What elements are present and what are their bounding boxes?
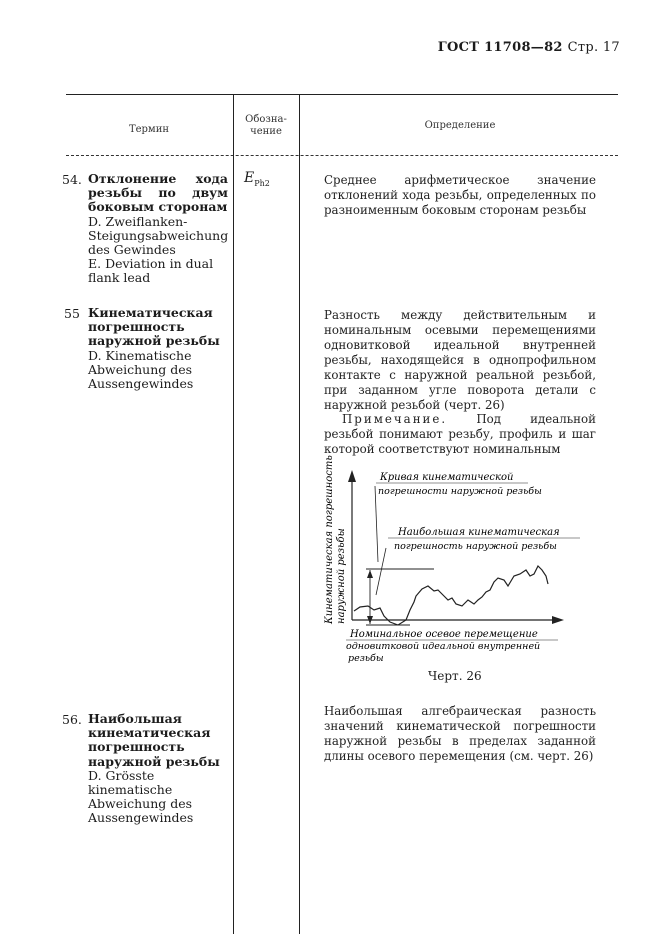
- entry-56-definition: Наибольшая алгебраическая разность значений кинематической погрешности наружной резьбы в пределах заданной длины осевого перемещения (см. черт. 26): [324, 704, 596, 763]
- entry-56-german: D. Grösste kinematische Abweichung des Aussengewindes: [88, 767, 194, 826]
- column-divider-1: [233, 94, 234, 934]
- entry-54-definition: Среднее арифметическое значение отклонений хода резьбы, определенных по разноименным боковым сторонам резьбы: [324, 173, 596, 217]
- column-header-terms: Термин: [128, 124, 170, 135]
- column-divider-2: [299, 94, 300, 934]
- x-axis-arrow: [552, 616, 564, 624]
- entry-55-title: Кинематическая погрешность наружной резьбы: [88, 305, 220, 349]
- figure-caption: Черт. 26: [428, 669, 482, 683]
- figure-26: [318, 450, 608, 665]
- column-header-definition: Определение: [424, 120, 496, 131]
- y-axis-label-2: наружной резьбы: [336, 528, 347, 624]
- column-header-symbol: Обозна-чение: [245, 114, 287, 137]
- x-axis-label-1: Номинальное осевое перемещение: [350, 629, 538, 640]
- dimension-arrow-top: [367, 570, 373, 578]
- gost-number: ГОСТ 11708—82: [437, 40, 563, 55]
- max-label-1: Наибольшая кинематическая: [398, 527, 560, 538]
- page-header: [420, 40, 620, 55]
- entry-54-number: 54.: [62, 172, 82, 187]
- symbol-subscript: Ph2: [254, 178, 270, 188]
- entry-54-title: Отклонение хода резьбы по двум боковым сторонам: [88, 171, 228, 215]
- entry-55-german: D. Kinematische Abweichung des Aussengewindes: [88, 347, 194, 392]
- entry-55-term: [88, 306, 228, 391]
- entry-56-term: [88, 712, 228, 826]
- note-text: Под идеальной резьбой понимают резьбу, профиль и шаг которой соответствуют номинальным: [324, 412, 596, 456]
- entry-54-symbol: [244, 170, 270, 188]
- entry-54-english: E. Deviation in dual flank lead: [88, 256, 214, 286]
- entry-55-definition: Разность между действительным и номинальным осевыми перемещениями одновитковой идеальной внутренней резьбы, находящейся в однопрофильном контакте с наружной реальной резьбой, при заданном угле поворота детали с наружной резьбой (черт. 26): [324, 308, 596, 412]
- curve-label-2: погрешности наружной резьбы: [378, 486, 542, 497]
- page-number: Стр. 17: [567, 40, 620, 55]
- entry-56-title: Наибольшая кинематическая погрешность наружной резьбы: [88, 711, 220, 769]
- symbol-letter: E: [244, 170, 255, 186]
- entry-56-number: 56.: [62, 712, 82, 727]
- entry-54-term: [88, 172, 228, 286]
- y-axis-label-1: Кинематическая погрешность: [324, 455, 335, 624]
- table-header-rule: [66, 155, 618, 156]
- kinematic-error-curve: [354, 566, 548, 625]
- entry-55-number: 55: [64, 306, 80, 321]
- curve-label-leader: [375, 486, 378, 562]
- y-axis-arrow: [348, 470, 356, 482]
- curve-label-1: Кривая кинематической: [380, 472, 514, 483]
- table-top-rule: [66, 94, 618, 95]
- x-axis-label-3: резьбы: [348, 653, 384, 664]
- note-label: Примечание.: [342, 412, 448, 426]
- entry-54-german: D. Zweiflanken-Steigungsabweichung des Gewindes: [88, 213, 229, 258]
- max-label-2: погрешность наружной резьбы: [394, 541, 557, 552]
- x-axis-label-2: одновитковой идеальной внутренней: [346, 641, 541, 652]
